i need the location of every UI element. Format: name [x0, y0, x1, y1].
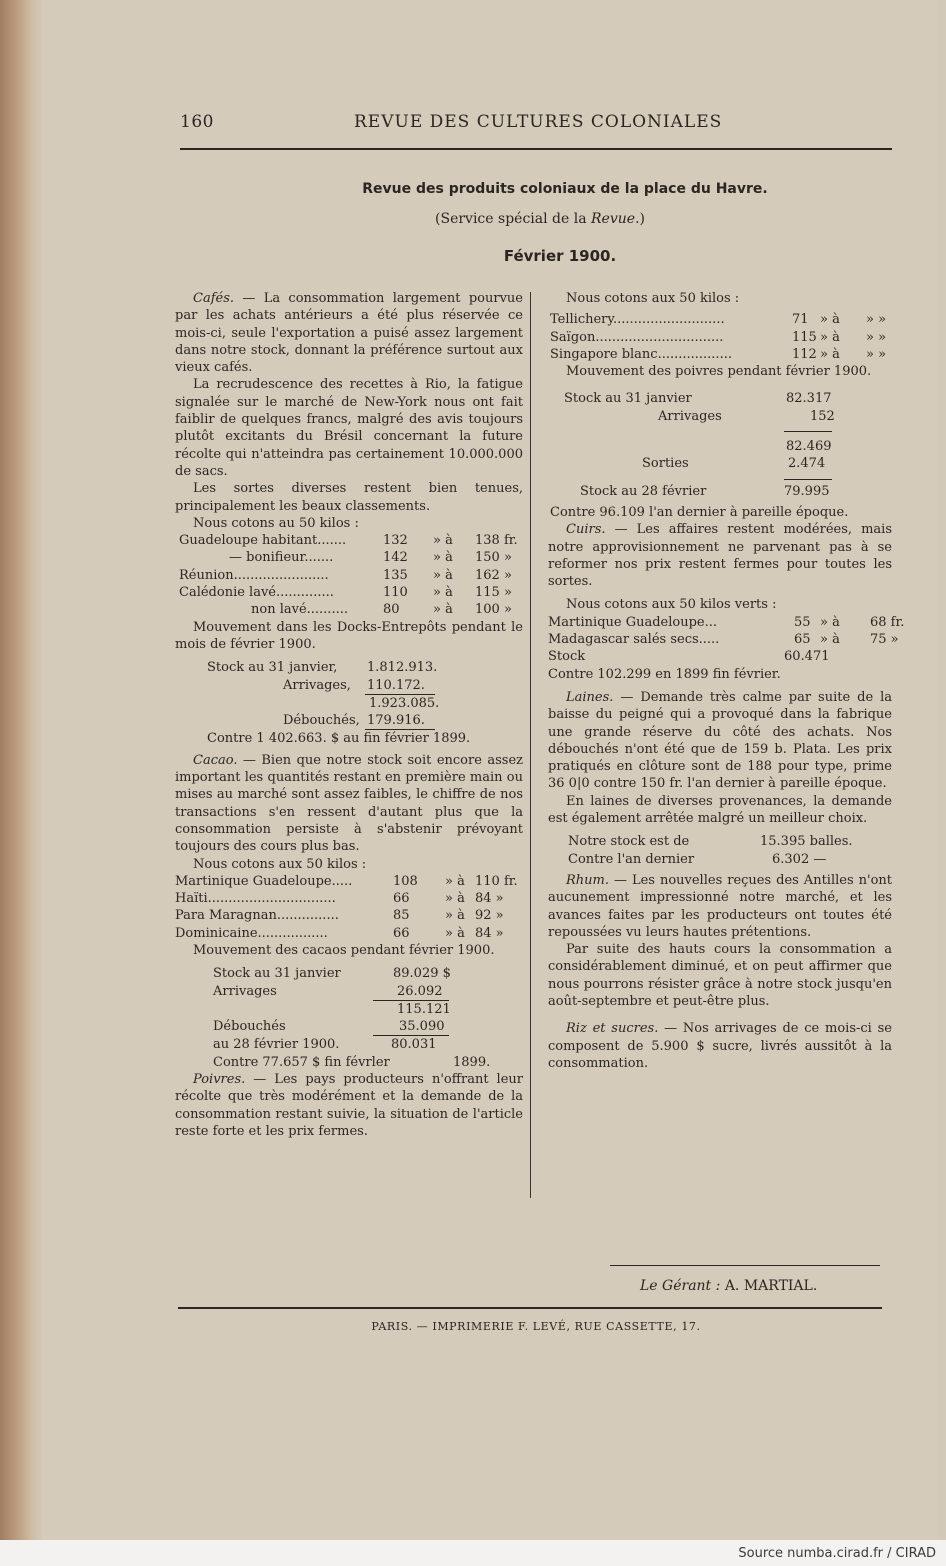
source-credit: Source numba.cirad.fr / CIRAD: [738, 1546, 936, 1561]
price-lo: 55: [794, 614, 811, 630]
price-a: » à: [820, 614, 840, 630]
price-hi: 162 »: [475, 567, 512, 583]
price-lo: 110: [383, 585, 408, 601]
cuirs-cotation-intro: Nous cotons aux 50 kilos verts :: [566, 597, 777, 613]
price-lo: 142: [383, 550, 408, 566]
cacao-contre: Contre 77.657 $ fin févrler 1899.: [213, 1054, 491, 1070]
price-hi: 138 fr.: [475, 533, 518, 549]
price-row: [548, 346, 892, 363]
stock-row: Stock au 31 janvier 82.317: [564, 391, 832, 407]
price-a: » à: [820, 312, 840, 328]
footer-rule: [178, 1307, 882, 1309]
cafes-contre: Contre 1 402.663. $ au fin février 1899.: [207, 731, 471, 747]
stock-row: Stock au 31 janvier 89.029 $: [213, 966, 451, 982]
stock-row: Débouchés 35.090: [213, 1019, 445, 1035]
stock-row: Contre l'an dernier 6.302 —: [568, 851, 827, 867]
stock-row: Arrivages 152: [658, 408, 835, 424]
price-hi: 75 »: [870, 632, 899, 648]
stock-row: Notre stock est de 15.395 balles.: [568, 834, 853, 850]
price-a: » à: [445, 925, 465, 941]
cafes-paragraph-2: La recrudescence des recettes à Rio, la fatigue signalée sur le marché de New-York nous ont fait faiblir de quelques francs, malgré des avis toujours plutôt excitants du Brésil concernant la future récolte qui n'atteindra pas certainement 10.000.000 de sacs.: [175, 377, 523, 479]
price-lo: 112: [792, 346, 817, 362]
laines-paragraph-2: En laines de diverses provenances, la demande est également arrêtée malgré un meilleur choix.: [548, 793, 892, 827]
poivre-contre: Contre 96.109 l'an dernier à pareille époque.: [550, 504, 849, 520]
price-name: — bonifieur.......: [229, 550, 334, 566]
price-row: [175, 873, 523, 890]
price-lo: 115: [792, 329, 817, 345]
price-name: Madagascar salés secs.....: [548, 632, 720, 648]
page-number: 160: [180, 112, 214, 132]
price-lo: 65: [794, 632, 811, 648]
price-row: [548, 329, 892, 346]
poivres-paragraph: Poivres. — Les pays producteurs n'offrant leur récolte que très modérément et la demande de la consommation restant suivie, la situation de l'article reste forte et les prix fermes.: [175, 1072, 523, 1139]
price-name: Saïgon...............................: [550, 329, 724, 345]
price-a: » à: [820, 329, 840, 345]
price-row: [175, 549, 523, 566]
price-a: » à: [820, 346, 840, 362]
stock-row: 82.469: [786, 439, 832, 455]
price-hi: » »: [866, 346, 887, 362]
price-row: [175, 907, 523, 924]
price-a: » à: [433, 602, 453, 618]
price-row: [175, 890, 523, 907]
price-hi: » »: [866, 329, 887, 345]
stock-row: Arrivages, 110.172.: [283, 677, 425, 693]
cafe-price-list: [175, 532, 523, 618]
price-name: non lavé..........: [251, 602, 348, 618]
price-hi: 110 fr.: [475, 873, 518, 889]
price-name: Martinique Guadeloupe...: [548, 614, 717, 630]
cafes-cotation-intro: Nous cotons au 50 kilos :: [193, 515, 359, 531]
stock-row: 115.121: [397, 1001, 451, 1017]
poivre-cotation-intro: Nous cotons aux 50 kilos :: [566, 291, 740, 306]
cacao-price-list: [175, 873, 523, 942]
cafes-movement: Mouvement dans les Docks-Entrepôts pendant le mois de février 1900.: [175, 619, 523, 652]
price-name: Guadeloupe habitant.......: [179, 533, 347, 549]
riz-paragraph: Riz et sucres. — Nos arrivages de ce mois-ci se composent de 5.900 $ sucre, livrés aussitôt à la consommation.: [548, 1021, 892, 1071]
cacao-cotation-intro: Nous cotons aux 50 kilos :: [193, 856, 367, 872]
price-a: » à: [433, 550, 453, 566]
price-a: » à: [433, 585, 453, 601]
stock-row: Stock au 28 février 79.995: [580, 483, 830, 499]
printer-imprint: PARIS. — IMPRIMERIE F. LEVÉ, RUE CASSETTE, 17.: [371, 1320, 701, 1333]
price-row: [175, 584, 523, 601]
price-hi: 84 »: [475, 891, 504, 907]
article-date: Février 1900.: [503, 247, 617, 265]
price-name: Singapore blanc..................: [550, 346, 732, 362]
cuirs-paragraph: Cuirs. — Les affaires restent modérées, mais notre approvisionnement ne parvenant pas à se reformer nos prix restent fermes pour toutes les sortes.: [548, 522, 892, 590]
cafes-paragraph: Cafés. — La consommation largement pourvue par les achats antérieurs a été plus réservée ce mois-ci, seule l'exportation a puisé assez largement dans notre stock, donnant la préférence surtout aux vieux cafés.: [175, 291, 523, 376]
price-row: [175, 925, 523, 942]
price-hi: 100 »: [475, 602, 512, 618]
price-name: Para Maragnan...............: [175, 908, 339, 924]
price-hi: 150 »: [475, 550, 512, 566]
price-a: » à: [445, 873, 465, 889]
price-lo: 108: [393, 873, 418, 889]
price-hi: 84 »: [475, 925, 504, 941]
stock-row: au 28 février 1900. 80.031: [213, 1037, 437, 1053]
stock-row: Débouchés, 179.916.: [283, 713, 425, 729]
price-name: Tellichery...........................: [550, 312, 725, 328]
price-a: » à: [445, 891, 465, 907]
stock-row: Arrivages 26.092: [213, 983, 443, 999]
cuirs-price-list: [548, 614, 905, 649]
price-name: Martinique Guadeloupe.....: [175, 873, 353, 889]
price-lo: 132: [383, 533, 408, 549]
binding-edge: [0, 0, 42, 1540]
header-rule: [180, 148, 892, 150]
price-hi: 92 »: [475, 908, 504, 924]
price-lo: 80: [383, 602, 400, 618]
price-name: Réunion.......................: [179, 567, 329, 583]
poivre-movement: Mouvement des poivres pendant février 1900.: [566, 364, 872, 380]
price-a: » à: [433, 533, 453, 549]
price-hi: 115 »: [475, 585, 512, 601]
price-a: » à: [820, 632, 840, 648]
price-row: [175, 567, 523, 584]
article-subtitle: (Service spécial de la Revue.): [435, 211, 645, 227]
cacao-paragraph: Cacao. — Bien que notre stock soit encore assez important les quantités restant en première main ou mises au marché sont assez faibles, le chiffre de nos transactions s'en ressent d'autant plus que la consommation persiste à s'abstenir prévoyant toujours des cours plus bas.: [175, 752, 523, 855]
price-row: [175, 601, 523, 618]
cuirs-stock: Stock 60.471: [548, 649, 830, 665]
price-name: Dominicaine.................: [175, 925, 328, 941]
price-a: » à: [445, 908, 465, 924]
cacao-movement: Mouvement des cacaos pendant février 1900.: [193, 942, 495, 958]
gerant-signature: Le Gérant : A. MARTIAL.: [640, 1278, 818, 1294]
cafes-paragraph-3: Les sortes diverses restent bien tenues, principalement les beaux classements.: [175, 481, 523, 514]
price-lo: 66: [393, 925, 410, 941]
stock-row: 1.923.085.: [369, 695, 440, 711]
price-hi: 68 fr.: [870, 614, 905, 630]
poivre-price-list: [548, 311, 892, 363]
price-row: [548, 614, 905, 631]
signature-rule: [610, 1265, 880, 1266]
cuirs-contre: Contre 102.299 en 1899 fin février.: [548, 666, 781, 682]
price-name: Calédonie lavé..............: [179, 585, 334, 601]
column-divider: [530, 292, 531, 1198]
price-lo: 71: [792, 312, 809, 328]
laines-paragraph: Laines. — Demande très calme par suite de la baisse du peigné qui a provoqué dans la fabrique une grande réserve du côté des achats. Nos débouchés n'ont été que de 159 b. Plata. Les prix pratiqués en clôture sont de 188 pour type, prime 36 0|0 contre 150 fr. l'an dernier à pareille époque.: [548, 689, 892, 792]
price-hi: » »: [866, 312, 887, 328]
left-column: [175, 290, 523, 1140]
right-column: [548, 290, 905, 1072]
stock-row: Sorties 2.474: [642, 456, 826, 472]
price-row: [548, 631, 899, 648]
article-title: Revue des produits coloniaux de la place du Havre.: [362, 181, 768, 197]
price-lo: 85: [393, 908, 410, 924]
price-lo: 66: [393, 891, 410, 907]
price-a: » à: [433, 567, 453, 583]
price-row: [548, 311, 892, 328]
journal-title: REVUE DES CULTURES COLONIALES: [354, 112, 723, 132]
price-lo: 135: [383, 567, 408, 583]
price-name: Haïti...............................: [175, 891, 336, 907]
price-row: [175, 532, 523, 549]
rhum-paragraph-2: Par suite des hauts cours la consommation a considérablement diminué, et on peut affirmer que nous pourrons résister grâce à notre stock jusqu'en août-septembre et peut-être plus.: [548, 942, 892, 1009]
stock-row: Stock au 31 janvier, 1.812.913.: [207, 660, 438, 676]
rhum-paragraph: Rhum. — Les nouvelles reçues des Antilles n'ont aucunement impressionné notre marché, et les avances faites par les producteurs ont toutes été repoussées vu leurs hautes prétentions.: [548, 872, 892, 940]
